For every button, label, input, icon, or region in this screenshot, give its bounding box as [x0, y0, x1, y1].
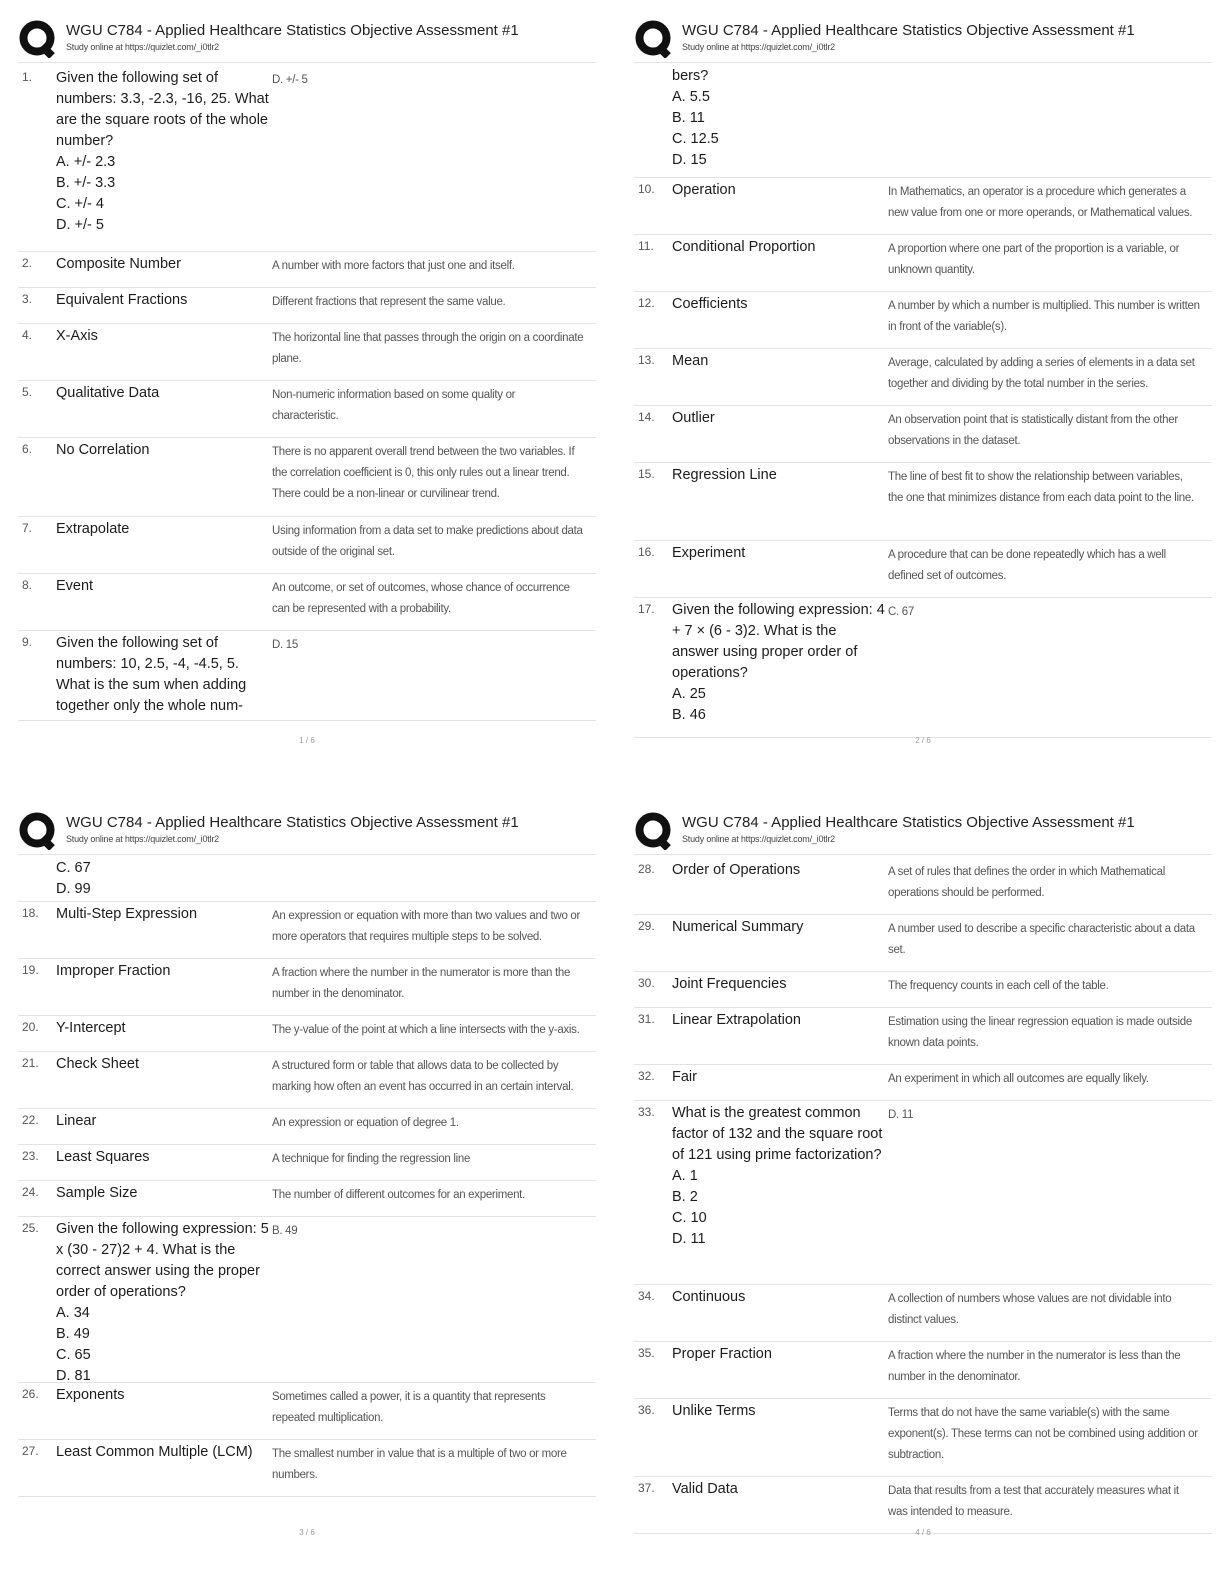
- card-term-text: Given the following set of numbers: 10, 2.5, -4, -4.5, 5. What is the sum when adding together only the whole num-: [56, 635, 247, 714]
- card-number: 37.: [638, 1481, 655, 1495]
- page-3: [18, 812, 596, 1572]
- card-term: [56, 326, 270, 347]
- answer-option: C. 10: [672, 1210, 707, 1226]
- card-term-text: Fair: [672, 1069, 697, 1085]
- header-divider: [634, 62, 1212, 63]
- card-term: [56, 440, 270, 461]
- card-number: 20.: [22, 1020, 39, 1034]
- card-number: 32.: [638, 1069, 655, 1083]
- card-definition: Non-numeric information based on some quality or characteristic.: [272, 389, 516, 422]
- quizlet-logo-icon: [18, 20, 56, 58]
- page-header: [18, 20, 596, 62]
- card-term: [56, 1219, 270, 1387]
- continued-text-line: D. 15: [672, 152, 707, 168]
- card-definition: An expression or equation with more than two values and two or more operators that requires multiple steps to be solved.: [272, 910, 581, 943]
- card-term-text: Mean: [672, 353, 709, 369]
- flashcard-row: [18, 66, 596, 252]
- card-term: [672, 1344, 886, 1365]
- answer-option: B. +/- 3.3: [56, 175, 116, 191]
- continued-question: [18, 858, 596, 902]
- flashcard-row: [18, 438, 596, 517]
- card-term-text: Exponents: [56, 1387, 125, 1403]
- card-term: [56, 1147, 270, 1168]
- card-number: 6.: [22, 442, 33, 456]
- card-definition: Average, calculated by adding a series of elements in a data set together and dividing by the total number in the series.: [888, 357, 1195, 390]
- flashcard-row: [634, 1477, 1212, 1534]
- card-term-text: Outlier: [672, 410, 715, 426]
- card-definition: An experiment in which all outcomes are equally likely.: [888, 1073, 1149, 1085]
- card-definition: The number of different outcomes for an experiment.: [272, 1189, 525, 1201]
- page-header: [634, 20, 1212, 62]
- card-term: [56, 1442, 270, 1463]
- card-term: [672, 1287, 886, 1308]
- card-number: 7.: [22, 521, 33, 535]
- card-definition: An observation point that is statistically distant from the other observations in the dataset.: [888, 414, 1178, 447]
- flashcard-row: [634, 463, 1212, 541]
- card-term-text: Continuous: [672, 1289, 746, 1305]
- card-term-text: Multi-Step Expression: [56, 906, 198, 922]
- flashcard-row: [634, 235, 1212, 292]
- flashcard-row: [18, 1181, 596, 1217]
- flashcard-row: [18, 517, 596, 574]
- flashcard-row: [634, 406, 1212, 463]
- card-term-text: Proper Fraction: [672, 1346, 772, 1362]
- card-number: 31.: [638, 1012, 655, 1026]
- document-title: WGU C784 - Applied Healthcare Statistics Objective Assessment #1: [66, 22, 519, 39]
- card-term-text: Least Common Multiple (LCM): [56, 1444, 253, 1460]
- card-term: [672, 974, 886, 995]
- card-definition: The line of best fit to show the relationship between variables, the one that minimizes distance from each data point to the line.: [888, 471, 1194, 504]
- card-definition: The frequency counts in each cell of the table.: [888, 980, 1109, 992]
- flashcard-row: [18, 252, 596, 288]
- card-term: [672, 1067, 886, 1088]
- card-number: 26.: [22, 1387, 39, 1401]
- card-definition: The horizontal line that passes through the origin on a coordinate plane.: [272, 332, 584, 365]
- card-term: [56, 633, 270, 717]
- flashcard-row: [634, 349, 1212, 406]
- page-number: 2 / 6: [915, 736, 931, 745]
- continued-text-line: bers?: [672, 68, 709, 84]
- card-number: 1.: [22, 70, 33, 84]
- card-number: 29.: [638, 919, 655, 933]
- card-term-text: Order of Operations: [672, 862, 801, 878]
- card-definition: A set of rules that defines the order in which Mathematical operations should be performed.: [888, 866, 1165, 899]
- card-number: 30.: [638, 976, 655, 990]
- flashcard-row: [18, 1440, 596, 1497]
- card-definition: Estimation using the linear regression equation is made outside known data points.: [888, 1016, 1192, 1049]
- card-number: 34.: [638, 1289, 655, 1303]
- card-number: 35.: [638, 1346, 655, 1360]
- document-title: WGU C784 - Applied Healthcare Statistics Objective Assessment #1: [682, 22, 1135, 39]
- card-term: [56, 68, 270, 236]
- quizlet-logo-icon: [18, 812, 56, 850]
- study-online-link[interactable]: Study online at https://quizlet.com/_i0tlr2: [66, 42, 219, 52]
- flashcard-row: [18, 902, 596, 959]
- document-title: WGU C784 - Applied Healthcare Statistics Objective Assessment #1: [66, 814, 519, 831]
- card-term-text: What is the greatest common factor of 132 and the square root of 121 using prime factorization?: [672, 1105, 883, 1163]
- card-definition: In Mathematics, an operator is a procedure which generates a new value from one or more operands, or Mathematical values.: [888, 186, 1193, 219]
- card-number: 11.: [638, 239, 654, 253]
- card-term-text: Conditional Proportion: [672, 239, 816, 255]
- card-term-text: No Correlation: [56, 442, 150, 458]
- page-2: [634, 20, 1212, 780]
- card-term: [56, 961, 270, 982]
- card-term: [672, 1010, 886, 1031]
- flashcard-row: [634, 858, 1212, 915]
- card-term: [672, 1103, 886, 1250]
- flashcard-row: [18, 631, 596, 721]
- page-body: [18, 858, 596, 1497]
- card-number: 12.: [638, 296, 655, 310]
- card-term: [672, 917, 886, 938]
- quizlet-logo-icon: [634, 812, 672, 850]
- card-number: 13.: [638, 353, 655, 367]
- answer-option: C. +/- 4: [56, 196, 104, 212]
- card-term-text: Operation: [672, 182, 736, 198]
- card-term-text: Qualitative Data: [56, 385, 160, 401]
- card-number: 33.: [638, 1105, 655, 1119]
- card-number: 8.: [22, 578, 33, 592]
- header-divider: [18, 854, 596, 855]
- card-definition: Data that results from a test that accurately measures what it was intended to measure.: [888, 1485, 1179, 1518]
- card-term: [56, 254, 270, 275]
- flashcard-row: [18, 1016, 596, 1052]
- card-term: [56, 1183, 270, 1204]
- flashcard-row: [18, 1109, 596, 1145]
- card-term-text: Linear Extrapolation: [672, 1012, 801, 1028]
- card-number: 17.: [638, 602, 655, 616]
- card-term-text: Least Squares: [56, 1149, 150, 1165]
- answer-option: D. 81: [56, 1368, 91, 1384]
- card-term: [56, 904, 270, 925]
- card-term: [56, 1054, 270, 1075]
- card-number: 23.: [22, 1149, 39, 1163]
- answer-option: A. 1: [672, 1168, 698, 1184]
- flashcard-row: [634, 915, 1212, 972]
- card-term-text: Valid Data: [672, 1481, 738, 1497]
- card-term-text: Joint Frequencies: [672, 976, 787, 992]
- card-definition: An outcome, or set of outcomes, whose chance of occurrence can be represented with a probability.: [272, 582, 570, 615]
- card-definition: The smallest number in value that is a multiple of two or more numbers.: [272, 1448, 567, 1481]
- flashcard-row: [634, 1399, 1212, 1477]
- flashcard-row: [18, 574, 596, 631]
- card-term-text: Improper Fraction: [56, 963, 171, 979]
- card-term: [56, 1111, 270, 1132]
- card-term: [56, 519, 270, 540]
- card-number: 25.: [22, 1221, 39, 1235]
- flashcard-row: [634, 1342, 1212, 1399]
- continued-text-line: C. 12.5: [672, 131, 719, 147]
- answer-option: A. 34: [56, 1305, 90, 1321]
- card-definition: A fraction where the number in the numerator is less than the number in the denominator.: [888, 1350, 1181, 1383]
- card-term: [56, 383, 270, 404]
- flashcard-row: [634, 1008, 1212, 1065]
- card-term-text: Given the following expression: 4 + 7 × (6 - 3)2. What is the answer using proper order of operations?: [672, 602, 885, 681]
- flashcard-row: [634, 1101, 1212, 1285]
- answer-option: B. 2: [672, 1189, 698, 1205]
- card-term-text: Y-Intercept: [56, 1020, 126, 1036]
- card-definition: A procedure that can be done repeatedly which has a well defined set of outcomes.: [888, 549, 1166, 582]
- card-term-text: X-Axis: [56, 328, 98, 344]
- card-definition: D. +/- 5: [272, 74, 308, 86]
- flashcard-row: [18, 1383, 596, 1440]
- card-number: 24.: [22, 1185, 39, 1199]
- card-term-text: Event: [56, 578, 94, 594]
- continued-text-line: A. 5.5: [672, 89, 710, 105]
- flashcard-row: [18, 324, 596, 381]
- flashcard-row: [634, 292, 1212, 349]
- card-definition: There is no apparent overall trend between the two variables. If the correlation coefficient is 0, this only rules out a linear trend. There could be a non-linear or curvilinear trend.: [272, 446, 575, 500]
- card-term: [56, 576, 270, 597]
- card-term-text: Extrapolate: [56, 521, 130, 537]
- flashcard-row: [634, 972, 1212, 1008]
- card-number: 21.: [22, 1056, 39, 1070]
- card-term: [56, 1385, 270, 1406]
- answer-option: D. 11: [672, 1231, 706, 1247]
- answer-option: C. 65: [56, 1347, 91, 1363]
- card-definition: A number used to describe a specific characteristic about a data set.: [888, 923, 1195, 956]
- flashcard-row: [18, 1217, 596, 1383]
- page-header: [634, 812, 1212, 854]
- card-definition: An expression or equation of degree 1.: [272, 1117, 459, 1129]
- card-definition: Sometimes called a power, it is a quantity that represents repeated multiplication.: [272, 1391, 546, 1424]
- card-definition: D. 15: [272, 639, 298, 651]
- answer-option: A. 25: [672, 686, 706, 702]
- card-number: 18.: [22, 906, 39, 920]
- card-term: [672, 294, 886, 315]
- card-definition: A number with more factors that just one and itself.: [272, 260, 515, 272]
- card-term: [672, 600, 886, 726]
- header-divider: [634, 854, 1212, 855]
- page-number: 3 / 6: [299, 1528, 315, 1537]
- page-body: [18, 66, 596, 721]
- card-number: 27.: [22, 1444, 39, 1458]
- card-definition: Terms that do not have the same variable(s) with the same exponent(s). These terms can not be combined using addition or subtraction.: [888, 1407, 1198, 1461]
- card-term-text: Regression Line: [672, 467, 777, 483]
- continued-question: [634, 66, 1212, 178]
- answer-option: D. +/- 5: [56, 217, 104, 233]
- card-number: 14.: [638, 410, 655, 424]
- card-number: 28.: [638, 862, 655, 876]
- card-definition: A fraction where the number in the numerator is more than the number in the denominator.: [272, 967, 571, 1000]
- card-number: 10.: [638, 182, 655, 196]
- answer-option: A. +/- 2.3: [56, 154, 116, 170]
- quizlet-logo-icon: [634, 20, 672, 58]
- page-header: [18, 812, 596, 854]
- card-term: [672, 180, 886, 201]
- header-divider: [18, 62, 596, 63]
- flashcard-row: [634, 1065, 1212, 1101]
- card-term: [56, 1018, 270, 1039]
- card-number: 2.: [22, 256, 33, 270]
- continued-text-line: B. 11: [672, 110, 705, 126]
- card-term: [672, 237, 886, 258]
- flashcard-row: [634, 598, 1212, 738]
- card-definition: Using information from a data set to make predictions about data outside of the original set.: [272, 525, 583, 558]
- card-definition: B. 49: [272, 1225, 298, 1237]
- card-definition: A structured form or table that allows data to be collected by marking how often an event has occurred in an certain interval.: [272, 1060, 574, 1093]
- card-definition: A technique for finding the regression line: [272, 1153, 471, 1165]
- flashcard-row: [634, 541, 1212, 598]
- card-term-text: Coefficients: [672, 296, 748, 312]
- card-definition: A number by which a number is multiplied. This number is written in front of the variable(s).: [888, 300, 1200, 333]
- card-number: 4.: [22, 328, 33, 342]
- continued-text-line: D. 99: [56, 881, 91, 897]
- card-definition: Different fractions that represent the same value.: [272, 296, 506, 308]
- card-term-text: Given the following expression: 5 x (30 - 27)2 + 4. What is the correct answer using the proper order of operations?: [56, 1221, 269, 1300]
- card-term: [672, 1479, 886, 1500]
- card-term: [56, 290, 270, 311]
- card-number: 9.: [22, 635, 33, 649]
- flashcard-row: [634, 178, 1212, 235]
- card-term-text: Numerical Summary: [672, 919, 804, 935]
- card-term-text: Equivalent Fractions: [56, 292, 188, 308]
- card-term: [672, 351, 886, 372]
- answer-option: B. 46: [672, 707, 706, 723]
- page-body: [634, 66, 1212, 738]
- card-term-text: Check Sheet: [56, 1056, 140, 1072]
- continued-text-line: C. 67: [56, 860, 91, 876]
- page-number: 4 / 6: [915, 1528, 931, 1537]
- card-term-text: Unlike Terms: [672, 1403, 756, 1419]
- page-4: [634, 812, 1212, 1572]
- card-definition: A collection of numbers whose values are not dividable into distinct values.: [888, 1293, 1172, 1326]
- card-term: [672, 408, 886, 429]
- card-term-text: Linear: [56, 1113, 97, 1129]
- card-term-text: Given the following set of numbers: 3.3, -2.3, -16, 25. What are the square roots of the whole number?: [56, 70, 269, 149]
- card-number: 3.: [22, 292, 33, 306]
- card-definition: D. 11: [888, 1109, 914, 1121]
- flashcard-row: [18, 288, 596, 324]
- card-term: [672, 465, 886, 486]
- card-term: [672, 860, 886, 881]
- card-definition: The y-value of the point at which a line intersects with the y-axis.: [272, 1024, 580, 1036]
- card-term-text: Sample Size: [56, 1185, 138, 1201]
- study-online-link[interactable]: Study online at https://quizlet.com/_i0tlr2: [682, 834, 835, 844]
- card-definition: C. 67: [888, 606, 914, 618]
- card-number: 36.: [638, 1403, 655, 1417]
- card-term: [672, 543, 886, 564]
- flashcard-row: [634, 1285, 1212, 1342]
- study-online-link[interactable]: Study online at https://quizlet.com/_i0tlr2: [682, 42, 835, 52]
- card-definition: A proportion where one part of the proportion is a variable, or unknown quantity.: [888, 243, 1180, 276]
- page-body: [634, 858, 1212, 1534]
- flashcard-row: [18, 1052, 596, 1109]
- document-title: WGU C784 - Applied Healthcare Statistics Objective Assessment #1: [682, 814, 1135, 831]
- flashcard-row: [18, 1145, 596, 1181]
- card-term-text: Composite Number: [56, 256, 181, 272]
- flashcard-row: [18, 959, 596, 1016]
- card-term: [672, 1401, 886, 1422]
- card-term-text: Experiment: [672, 545, 746, 561]
- study-online-link[interactable]: Study online at https://quizlet.com/_i0tlr2: [66, 834, 219, 844]
- answer-option: B. 49: [56, 1326, 90, 1342]
- card-number: 16.: [638, 545, 655, 559]
- page-1: [18, 20, 596, 780]
- card-number: 22.: [22, 1113, 39, 1127]
- card-number: 5.: [22, 385, 33, 399]
- card-number: 19.: [22, 963, 39, 977]
- card-number: 15.: [638, 467, 655, 481]
- page-number: 1 / 6: [299, 736, 315, 745]
- flashcard-row: [18, 381, 596, 438]
